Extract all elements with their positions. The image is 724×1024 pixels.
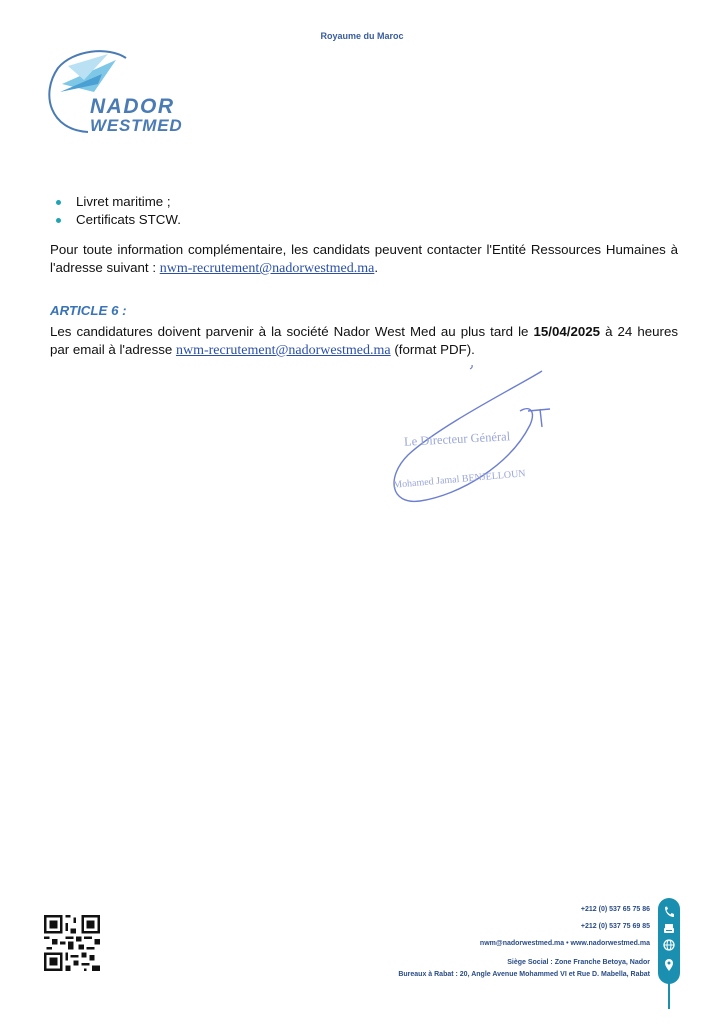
list-item: Livret maritime ; [56,193,181,211]
footer-contacts [398,905,650,980]
footer-website[interactable]: www.nadorwestmed.ma [570,940,650,947]
separator-dot: • [566,940,571,947]
footer-address-2: Bureaux à Rabat : 20, Angle Avenue Mohammed VI et Rue D. Mabella, Rabat [398,971,650,978]
deadline-date: 15/04/2025 [533,324,601,339]
list-item: Certificats STCW. [56,211,181,229]
recruitment-email-link[interactable]: nwm-recrutement@nadorwestmed.ma [159,261,375,276]
signature-name: Mohamed Jamal BENJELLOUN [392,468,526,491]
footer-phone-2: +212 (0) 537 75 69 85 [580,923,650,930]
signature-title: Le Directeur Général [403,429,511,449]
footer-web-line [398,939,650,956]
article-6-paragraph: Les candidatures doivent parvenir à la société Nador West Med au plus tard le 15/04/2025 à 24 heures par email à l'adresse nwm-recrutement@nadorwestmed.ma (format PDF). [50,324,678,358]
footer-address-1: Siège Social : Zone Franche Betoya, Nador [507,959,650,966]
info-paragraph: Pour toute information complémentaire, les candidats peuvent contacter l'Entité Ressources Humaines à l'adresse suivant : nwm-recrutement@nadorwestmed.ma. [50,242,678,276]
fax-icon [664,924,674,933]
footer-phone-1: +212 (0) 537 65 75 86 [580,906,650,913]
qr-code [44,915,100,971]
bullet-icon [56,200,61,205]
application-email-link[interactable]: nwm-recrutement@nadorwestmed.ma [175,343,391,358]
document-list [56,193,181,229]
footer-email[interactable]: nwm@nadorwestmed.ma [479,940,565,947]
footer-icon-bar [657,897,681,1009]
bullet-icon [56,218,61,223]
kingdom-header: Royaume du Maroc [320,31,404,41]
logo-text-westmed: WESTMED [90,116,183,135]
logo-text-nador: NADOR [90,95,175,118]
article-6-title: ARTICLE 6 : [50,303,127,318]
